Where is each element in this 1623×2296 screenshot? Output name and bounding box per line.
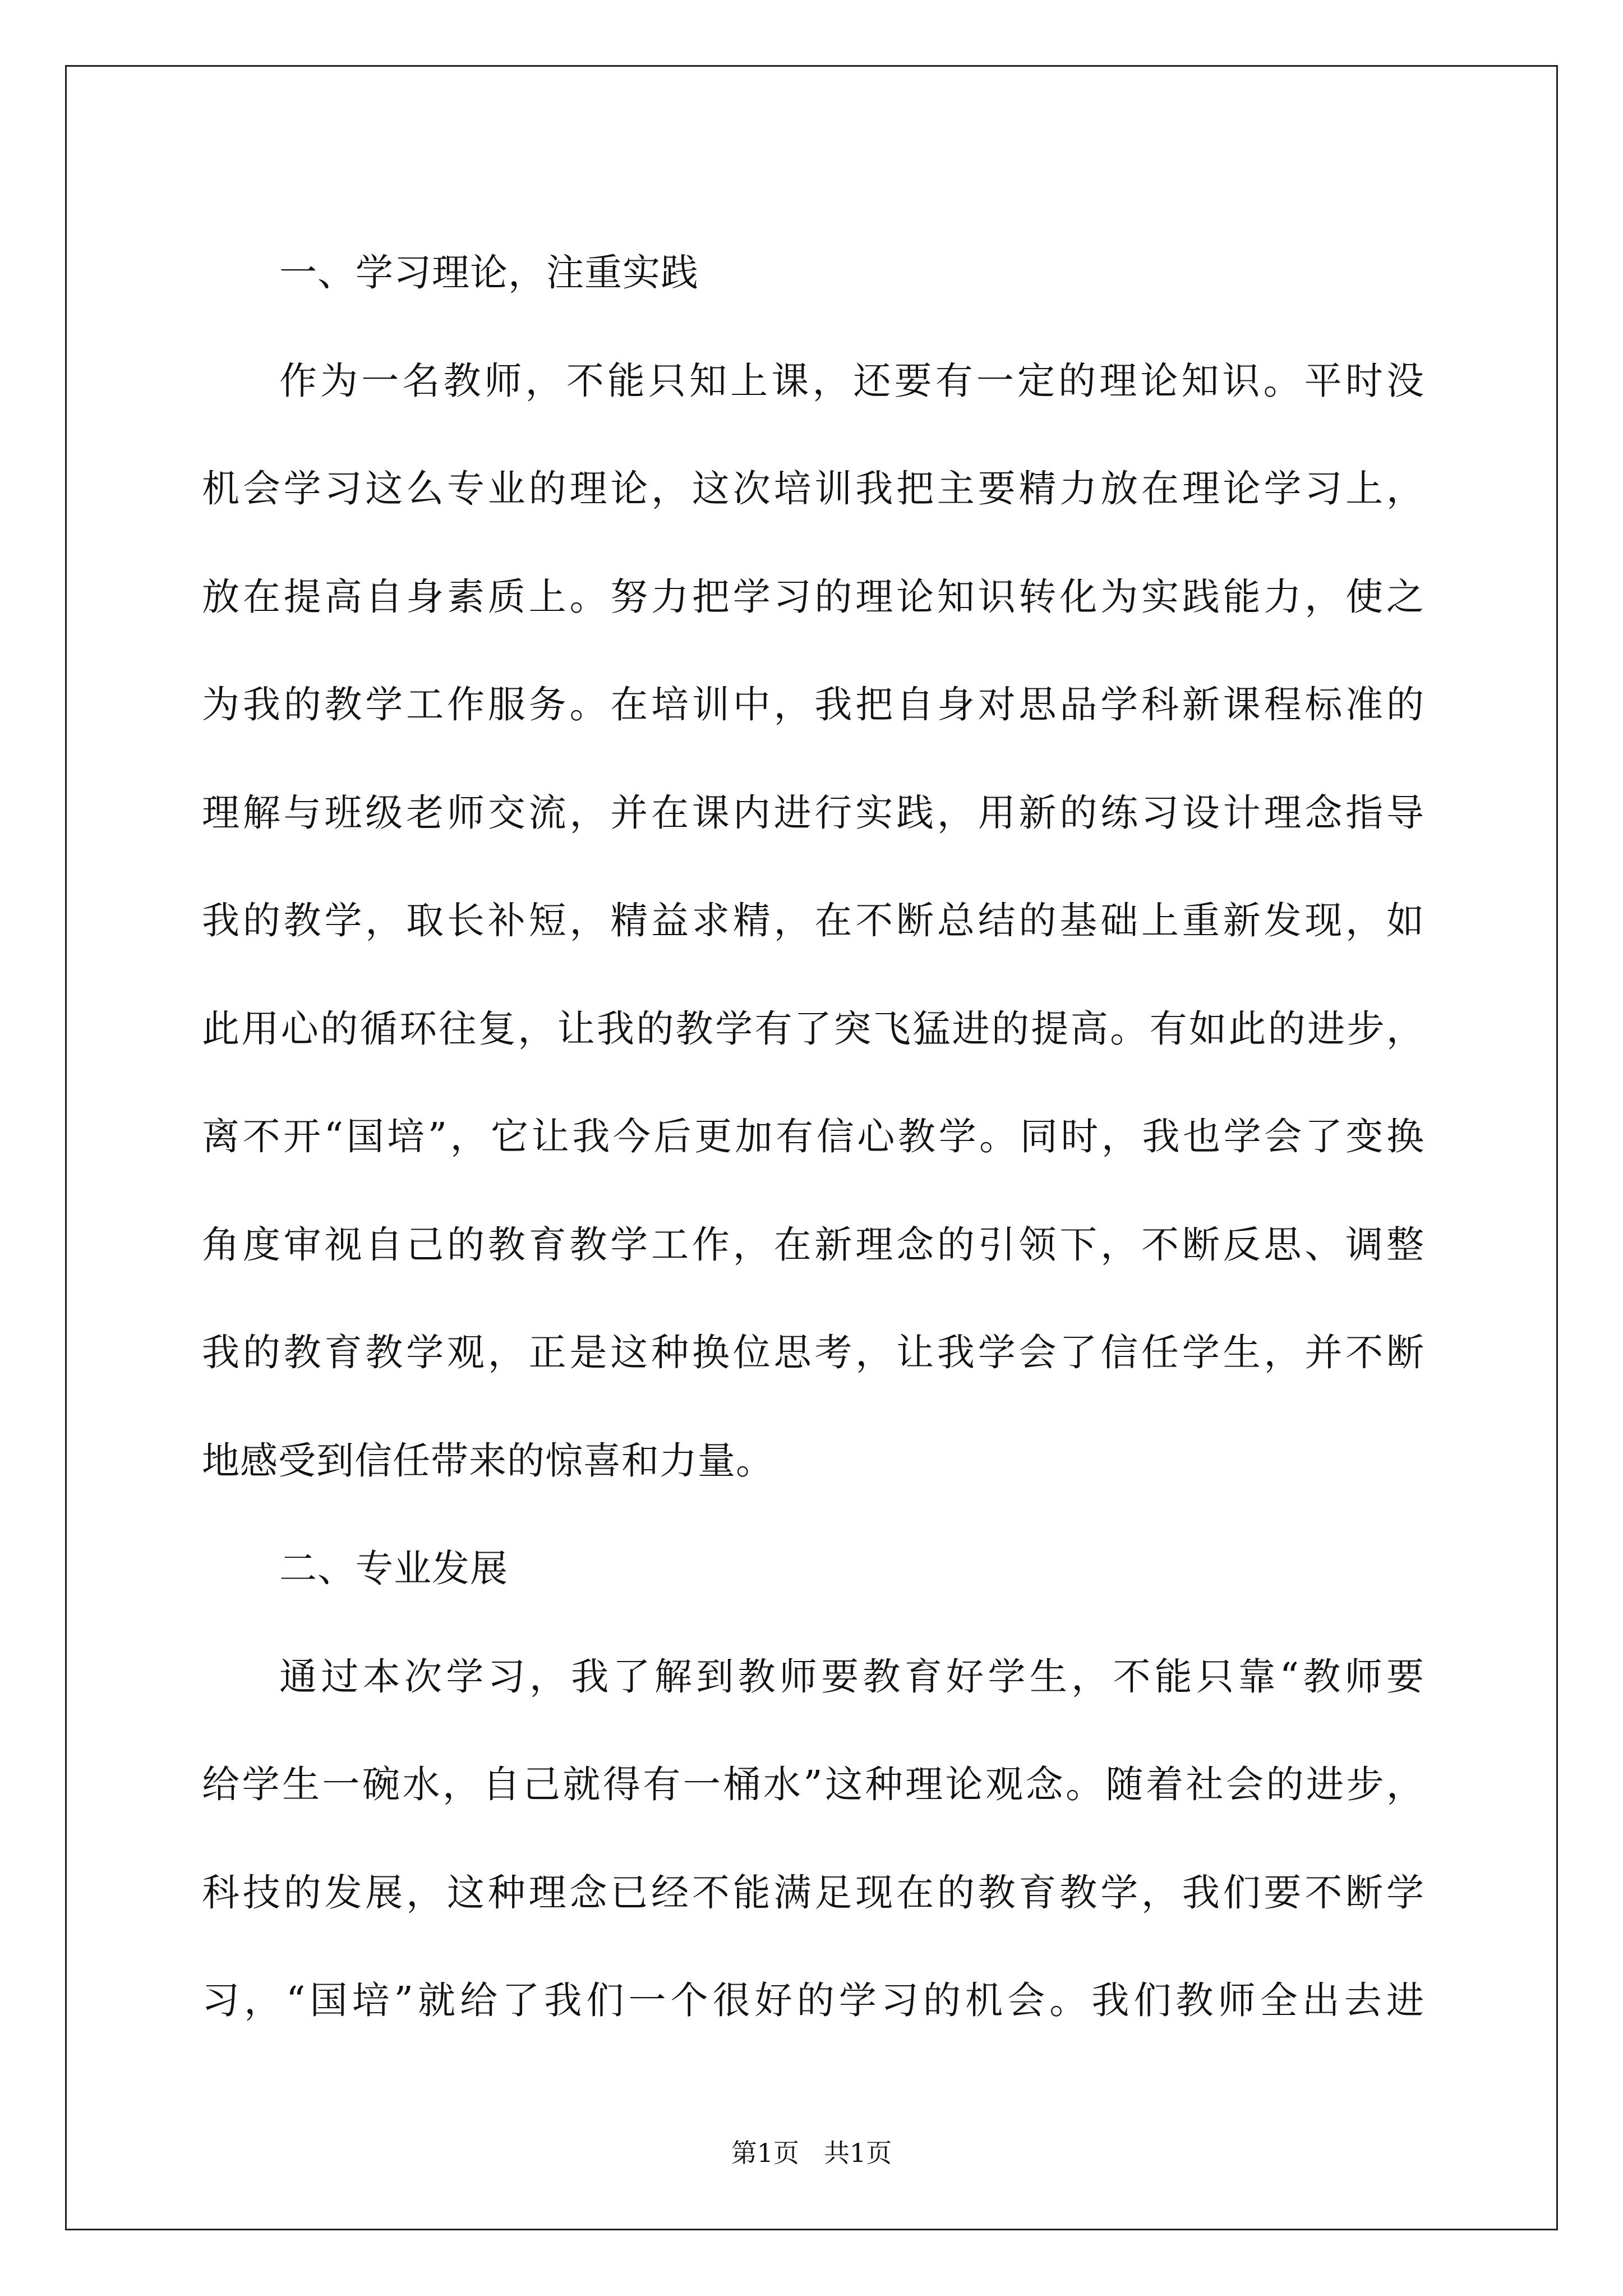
paragraph-line: 给学生一碗水，自己就得有一桶水”这种理论观念。随着社会的进步， — [202, 1763, 1424, 1806]
paragraph-line: 地感受到信任带来的惊喜和力量。 — [202, 1438, 774, 1483]
paragraph-line: 离不开“国培”，它让我今后更加有信心教学。同时，我也学会了变换 — [202, 1115, 1424, 1158]
document-body — [202, 219, 1424, 2055]
page-number-total: 共1页 — [823, 2138, 892, 2168]
paragraph-line: 放在提高自身素质上。努力把学习的理论知识转化为实践能力，使之 — [202, 574, 1424, 619]
section-heading-1: 一、学习理论，注重实践 — [279, 251, 699, 295]
paragraph-line: 我的教学，取长补短，精益求精，在不断总结的基础上重新发现，如 — [202, 899, 1424, 942]
paragraph-line: 理解与班级老师交流，并在课内进行实践，用新的练习设计理念指导 — [202, 790, 1424, 835]
section-heading-2: 二、专业发展 — [279, 1547, 508, 1590]
paragraph-line: 角度审视自己的教育教学工作，在新理念的引领下，不断反思、调整 — [202, 1222, 1424, 1267]
paragraph-line: 我的教育教学观，正是这种换位思考，让我学会了信任学生，并不断 — [202, 1331, 1424, 1374]
page-number-current: 第1页 — [731, 2138, 800, 2168]
paragraph-line: 作为一名教师，不能只知上课，还要有一定的理论知识。平时没 — [279, 358, 1424, 403]
paragraph-line: 为我的教学工作服务。在培训中，我把自身对思品学科新课程标准的 — [202, 683, 1424, 726]
paragraph-line: 此用心的循环往复，让我的教学有了突飞猛进的提高。有如此的进步， — [202, 1006, 1424, 1051]
paragraph-line: 机会学习这么专业的理论，这次培训我把主要精力放在理论学习上， — [202, 467, 1424, 510]
page-footer — [0, 2136, 1623, 2170]
paragraph-line: 科技的发展，这种理念已经不能满足现在的教育教学，我们要不断学 — [202, 1870, 1424, 1915]
paragraph-line: 通过本次学习，我了解到教师要教育好学生，不能只靠“教师要 — [279, 1654, 1424, 1699]
paragraph-line: 习，“国培”就给了我们一个很好的学习的机会。我们教师全出去进 — [202, 1978, 1424, 2022]
